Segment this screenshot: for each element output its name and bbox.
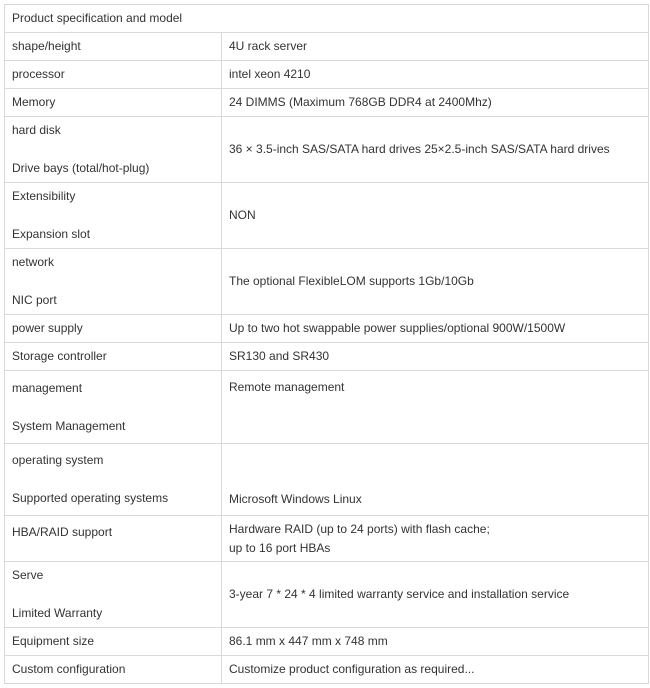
- spec-label: Equipment size: [5, 628, 222, 656]
- spec-label: Storage controller: [5, 343, 222, 371]
- spec-value: Up to two hot swappable power supplies/optional 900W/1500W: [222, 315, 649, 343]
- table-row: [5, 343, 649, 371]
- spec-label-cell: [5, 444, 222, 516]
- table-row: [5, 61, 649, 89]
- table-row: [5, 656, 649, 684]
- table-row: [5, 628, 649, 656]
- spec-sublabel: Expansion slot: [12, 227, 91, 241]
- spec-value: SR130 and SR430: [222, 343, 649, 371]
- spec-value: 86.1 mm x 447 mm x 748 mm: [222, 628, 649, 656]
- table-row: [5, 183, 649, 249]
- spec-value: 4U rack server: [222, 33, 649, 61]
- spec-label-cell: [5, 117, 222, 183]
- spec-value: 24 DIMMS (Maximum 768GB DDR4 at 2400Mhz): [222, 89, 649, 117]
- spec-value: Remote management: [222, 371, 649, 444]
- spec-value: 3-year 7 * 24 * 4 limited warranty service and installation service: [222, 562, 649, 628]
- spec-label: Extensibility: [12, 189, 76, 203]
- table-row: [5, 33, 649, 61]
- spec-label: shape/height: [5, 33, 222, 61]
- spec-label-cell: [5, 371, 222, 444]
- spec-value-line2: up to 16 port HBAs: [229, 540, 331, 555]
- spec-sublabel: NIC port: [12, 293, 57, 307]
- spec-label-cell: [5, 562, 222, 628]
- table-title-row: [5, 5, 649, 33]
- spec-value: Microsoft Windows Linux: [222, 444, 649, 516]
- spec-label: Serve: [12, 568, 44, 582]
- spec-label: Custom configuration: [5, 656, 222, 684]
- spec-table: [4, 4, 649, 684]
- table-row: [5, 249, 649, 315]
- table-row: [5, 117, 649, 183]
- table-row: [5, 516, 649, 562]
- table-title: Product specification and model: [5, 5, 649, 33]
- spec-value: The optional FlexibleLOM supports 1Gb/10Gb: [222, 249, 649, 315]
- spec-value: Hardware RAID (up to 24 ports) with flash cache;: [229, 521, 490, 536]
- spec-label: hard disk: [12, 123, 61, 137]
- spec-label: network: [12, 255, 55, 269]
- spec-sublabel: Supported operating systems: [12, 491, 169, 505]
- table-row: [5, 315, 649, 343]
- table-row: [5, 562, 649, 628]
- table-row: [5, 89, 649, 117]
- spec-value: 36 × 3.5-inch SAS/SATA hard drives 25×2.5-inch SAS/SATA hard drives: [222, 117, 649, 183]
- spec-value: intel xeon 4210: [222, 61, 649, 89]
- spec-sublabel: System Management: [12, 418, 126, 433]
- spec-label: Memory: [5, 89, 222, 117]
- spec-value: Customize product configuration as required...: [222, 656, 649, 684]
- spec-sublabel: Limited Warranty: [12, 606, 103, 620]
- spec-value: NON: [222, 183, 649, 249]
- spec-label: management: [12, 380, 83, 395]
- spec-label-cell: [5, 249, 222, 315]
- spec-label: processor: [5, 61, 222, 89]
- spec-label: power supply: [5, 315, 222, 343]
- spec-value-cell: [222, 516, 649, 562]
- table-row: [5, 444, 649, 516]
- spec-sublabel: Drive bays (total/hot-plug): [12, 161, 150, 175]
- spec-label-cell: [5, 183, 222, 249]
- spec-label: operating system: [12, 453, 104, 467]
- spec-label: HBA/RAID support: [5, 516, 222, 562]
- table-row: [5, 371, 649, 444]
